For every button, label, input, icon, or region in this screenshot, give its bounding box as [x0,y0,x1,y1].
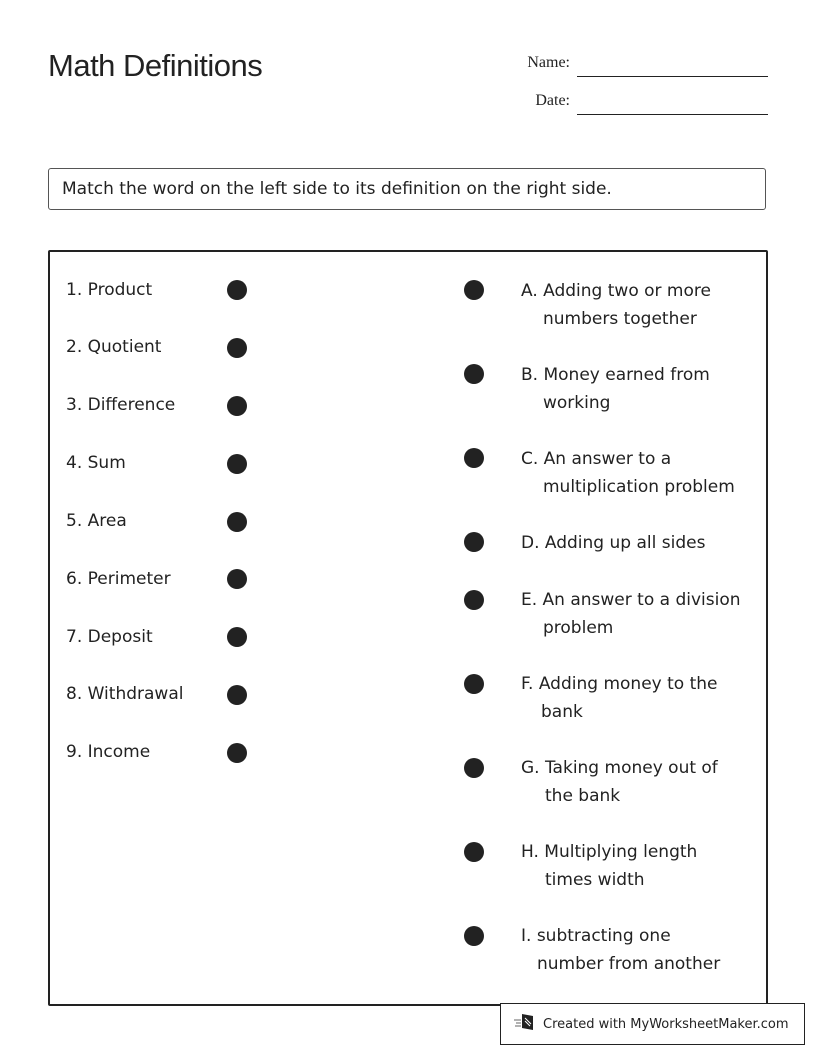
date-field[interactable] [577,96,768,115]
word-connector-dot[interactable] [227,569,247,589]
definition-line: E. An answer to a division [521,590,741,610]
definition-line: A. Adding two or more [521,281,711,301]
definition-line: D. Adding up all sides [521,533,706,553]
definition-connector-dot[interactable] [464,926,484,946]
definition-line: working [543,393,611,413]
word-connector-dot[interactable] [227,743,247,763]
instructions-box: Match the word on the left side to its definition on the right side. [48,168,766,210]
definition-line: B. Money earned from [521,365,710,385]
definition-item [521,754,718,810]
word-item: 5. Area [66,511,127,531]
word-connector-dot[interactable] [227,627,247,647]
footer-text: Created with MyWorksheetMaker.com [543,1016,789,1032]
word-connector-dot[interactable] [227,512,247,532]
word-item: 4. Sum [66,453,126,473]
definition-line: C. An answer to a [521,449,672,469]
page-title: Math Definitions [48,48,263,83]
word-item: 2. Quotient [66,337,162,357]
word-item: 3. Difference [66,395,176,415]
definition-item [521,445,735,501]
worksheet-maker-logo-icon [513,1012,543,1036]
definition-line: F. Adding money to the [521,674,718,694]
definition-item [521,361,710,417]
definition-line: number from another [537,954,721,974]
definition-connector-dot[interactable] [464,590,484,610]
word-item: 7. Deposit [66,627,153,647]
word-item: 1. Product [66,280,153,300]
word-connector-dot[interactable] [227,280,247,300]
word-item: 8. Withdrawal [66,684,184,704]
definition-line: times width [545,870,645,890]
definition-line: G. Taking money out of [521,758,718,778]
word-connector-dot[interactable] [227,454,247,474]
definition-line: the bank [545,786,621,806]
word-connector-dot[interactable] [227,685,247,705]
definition-line: problem [543,618,614,638]
definition-item [521,529,705,557]
name-label-text: Name: [527,54,570,71]
definition-connector-dot[interactable] [464,364,484,384]
definition-connector-dot[interactable] [464,842,484,862]
definition-connector-dot[interactable] [464,280,484,300]
definition-item [521,277,711,333]
definition-connector-dot[interactable] [464,758,484,778]
definition-line: bank [541,702,583,722]
definition-line: I. subtracting one [521,926,671,946]
word-connector-dot[interactable] [227,338,247,358]
name-field[interactable] [577,58,768,77]
definition-item [521,586,741,642]
definition-line: numbers together [543,309,697,329]
word-item: 6. Perimeter [66,569,171,589]
date-label-text: Date: [535,92,570,109]
definition-item [521,670,718,726]
word-connector-dot[interactable] [227,396,247,416]
definition-item [521,838,697,894]
definition-connector-dot[interactable] [464,448,484,468]
definition-connector-dot[interactable] [464,532,484,552]
definition-connector-dot[interactable] [464,674,484,694]
definition-line: H. Multiplying length [521,842,698,862]
definition-line: multiplication problem [543,477,735,497]
word-item: 9. Income [66,742,151,762]
footer-badge[interactable] [500,1003,805,1045]
definition-item [521,922,720,978]
